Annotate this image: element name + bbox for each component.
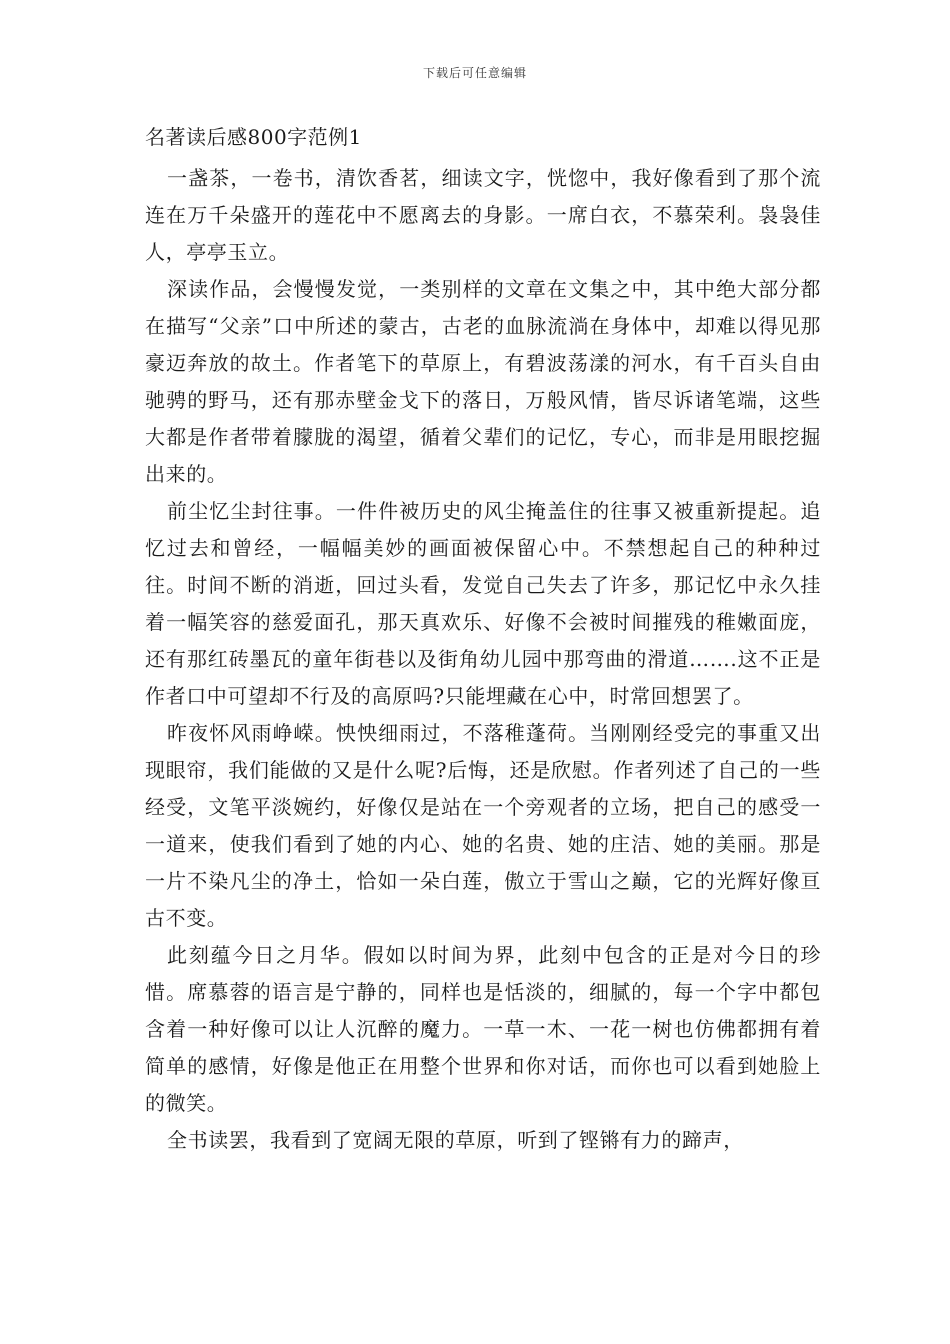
document-title: 名著读后感800字范例1 bbox=[145, 125, 362, 149]
paragraph-2: 深读作品，会慢慢发觉，一类别样的文章在文集之中，其中绝大部分都在描写“父亲”口中所述的蒙古，古老的血脉流淌在身体中，却难以得见那豪迈奔放的故土。作者笔下的草原上，有碧波荡漾的河水，有千百头自由驰骋的野马，还有那赤壁金戈下的落日，万般风情，皆尽诉诸笔端，这些大都是作者带着朦胧的渴望，循着父辈们的记忆，专心，而非是用眼挖掘出来的。 bbox=[145, 277, 821, 486]
paragraph-4: 昨夜怀风雨峥嵘。怏怏细雨过，不落稚蓬荷。当刚刚经受完的事重又出现眼帘，我们能做的又是什么呢?后悔，还是欣慰。作者列述了自己的一些经受，文笔平淡婉约，好像仅是站在一个旁观者的立场，把自己的感受一一道来，使我们看到了她的内心、她的名贵、她的庄洁、她的美丽。那是一片不染凡尘的净土，恰如一朵白莲，傲立于雪山之巅，它的光辉好像亘古不变。 bbox=[145, 721, 821, 930]
paragraph-3: 前尘忆尘封往事。一件件被历史的风尘掩盖住的往事又被重新提起。追忆过去和曾经，一幅幅美妙的画面被保留心中。不禁想起自己的种种过往。时间不断的消逝，回过头看，发觉自己失去了许多，那记忆中永久挂着一幅笑容的慈爱面孔，那天真欢乐、好像不会被时间摧残的稚嫩面庞，还有那红砖墨瓦的童年街巷以及街角幼儿园中那弯曲的滑道…….这不正是作者口中可望却不行及的高原吗?只能埋藏在心中，时常回想罢了。 bbox=[145, 499, 821, 708]
page-header: 下载后可任意编辑 bbox=[422, 66, 527, 80]
paragraph-5: 此刻蕴今日之月华。假如以时间为界，此刻中包含的正是对今日的珍惜。席慕蓉的语言是宁静的，同样也是恬淡的，细腻的，每一个字中都包含着一种好像可以让人沉醉的魔力。一草一木、一花一树也仿佛都拥有着简单的感情，好像是他正在用整个世界和你对话，而你也可以看到她脸上的微笑。 bbox=[145, 943, 821, 1115]
paragraph-6: 全书读罢，我看到了宽阔无限的草原，听到了铿锵有力的蹄声， bbox=[167, 1128, 744, 1152]
paragraph-1: 一盏茶，一卷书，清饮香茗，细读文字，恍惚中，我好像看到了那个流连在万千朵盛开的莲花中不愿离去的身影。一席白衣，不慕荣利。袅袅佳人，亭亭玉立。 bbox=[145, 166, 821, 264]
document-body bbox=[145, 120, 821, 1159]
